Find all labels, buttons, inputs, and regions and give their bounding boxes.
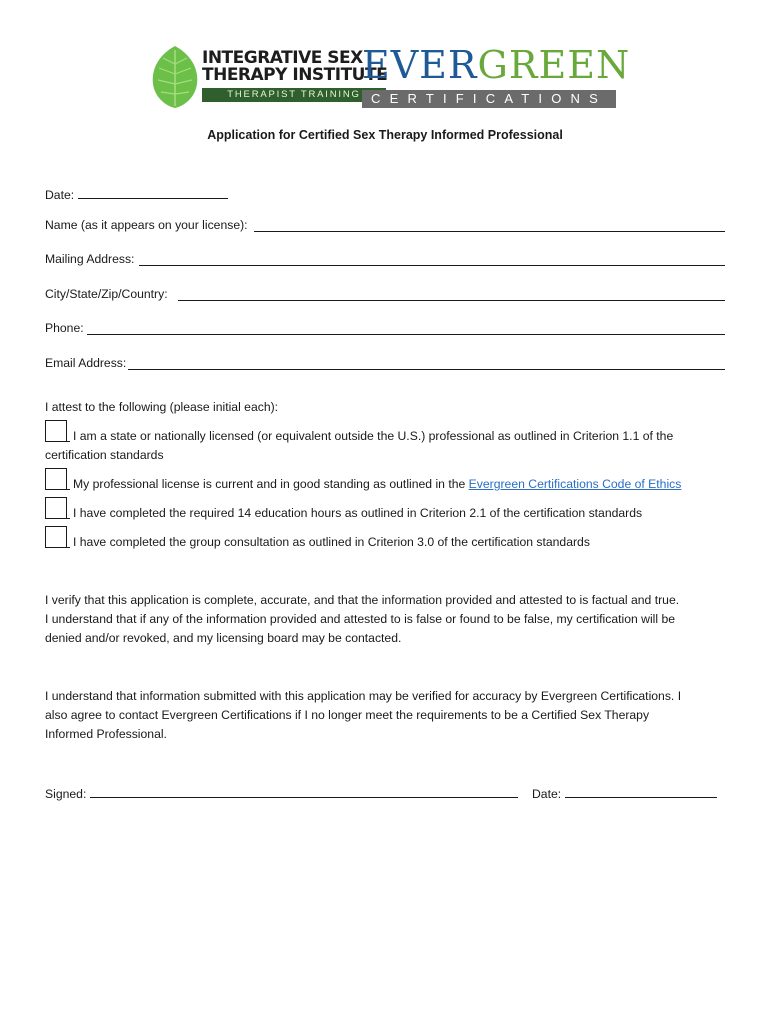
understand-paragraph: I understand that information submitted with this application may be verified for accuracy by Evergreen Certifications. I also agree to contact Evergreen Certifications if I no longer meet the requirements to be a Certified Sex Therapy Informed Professional. — [45, 689, 682, 741]
signature-date-line[interactable] — [565, 785, 717, 798]
initial-box-4[interactable] — [45, 526, 67, 548]
leaf-icon — [150, 44, 200, 110]
signature-field[interactable] — [45, 785, 518, 801]
isti-logo — [150, 44, 388, 110]
evergreen-wordmark: EVERGREEN — [362, 43, 631, 87]
page-title: Application for Certified Sex Therapy Informed Professional — [207, 128, 563, 142]
phone-field-label: Phone: — [45, 321, 84, 335]
phone-line[interactable] — [87, 334, 725, 335]
header-logos — [0, 44, 770, 114]
email-line[interactable] — [128, 369, 725, 370]
evergreen-subtitle: CERTIFICATIONS — [362, 90, 616, 108]
city-field-label: City/State/Zip/Country: — [45, 287, 168, 301]
mailing-line[interactable] — [139, 265, 725, 266]
evergreen-logo — [362, 43, 631, 112]
attest-item-1-text-cont: certification standards — [45, 448, 164, 462]
attest-item-2 — [73, 475, 681, 494]
attest-heading: I attest to the following (please initial each): — [45, 400, 279, 414]
date-line[interactable] — [78, 186, 228, 199]
initial-box-2[interactable] — [45, 468, 67, 490]
name-line[interactable] — [254, 231, 725, 232]
initial-line-4 — [45, 547, 70, 548]
signature-line[interactable] — [90, 785, 518, 798]
signature-date-field[interactable] — [532, 785, 717, 801]
isti-name: INTEGRATIVE SEX THERAPY INSTITUTE — [202, 48, 388, 85]
attest-item-1-text: I am a state or nationally licensed (or equivalent outside the U.S.) professional as outlined in Criterion 1.1 of the — [73, 429, 674, 443]
initial-line-2 — [45, 489, 70, 490]
signed-label: Signed: — [45, 787, 87, 801]
isti-subtitle: THERAPIST TRAINING — [202, 88, 386, 102]
date-label: Date: — [45, 188, 75, 202]
city-line[interactable] — [178, 300, 725, 301]
name-field-label: Name (as it appears on your license): — [45, 218, 248, 232]
mailing-field-label: Mailing Address: — [45, 252, 135, 266]
initial-line-1 — [45, 441, 70, 442]
email-field-label: Email Address: — [45, 356, 127, 370]
verify-paragraph: I verify that this application is complete, accurate, and that the information provided and attested to is factual and true. I understand that if any of the information provided and attested to is false or found to be false, my certification will be denied and/or revoked, and my licensing board may be contacted. — [45, 593, 680, 645]
signature-date-label: Date: — [532, 787, 562, 801]
attest-item-3-text: I have completed the required 14 education hours as outlined in Criterion 2.1 of the certification standards — [73, 506, 643, 520]
initial-line-3 — [45, 518, 70, 519]
initial-box-1[interactable] — [45, 420, 67, 442]
attest-item-2-text: My professional license is current and in good standing as outlined in the — [73, 477, 469, 491]
code-of-ethics-link[interactable]: Evergreen Certifications Code of Ethics — [468, 477, 682, 491]
initial-box-3[interactable] — [45, 497, 67, 519]
attest-item-4-text: I have completed the group consultation as outlined in Criterion 3.0 of the certification standards — [73, 535, 590, 549]
date-field[interactable] — [45, 186, 228, 202]
